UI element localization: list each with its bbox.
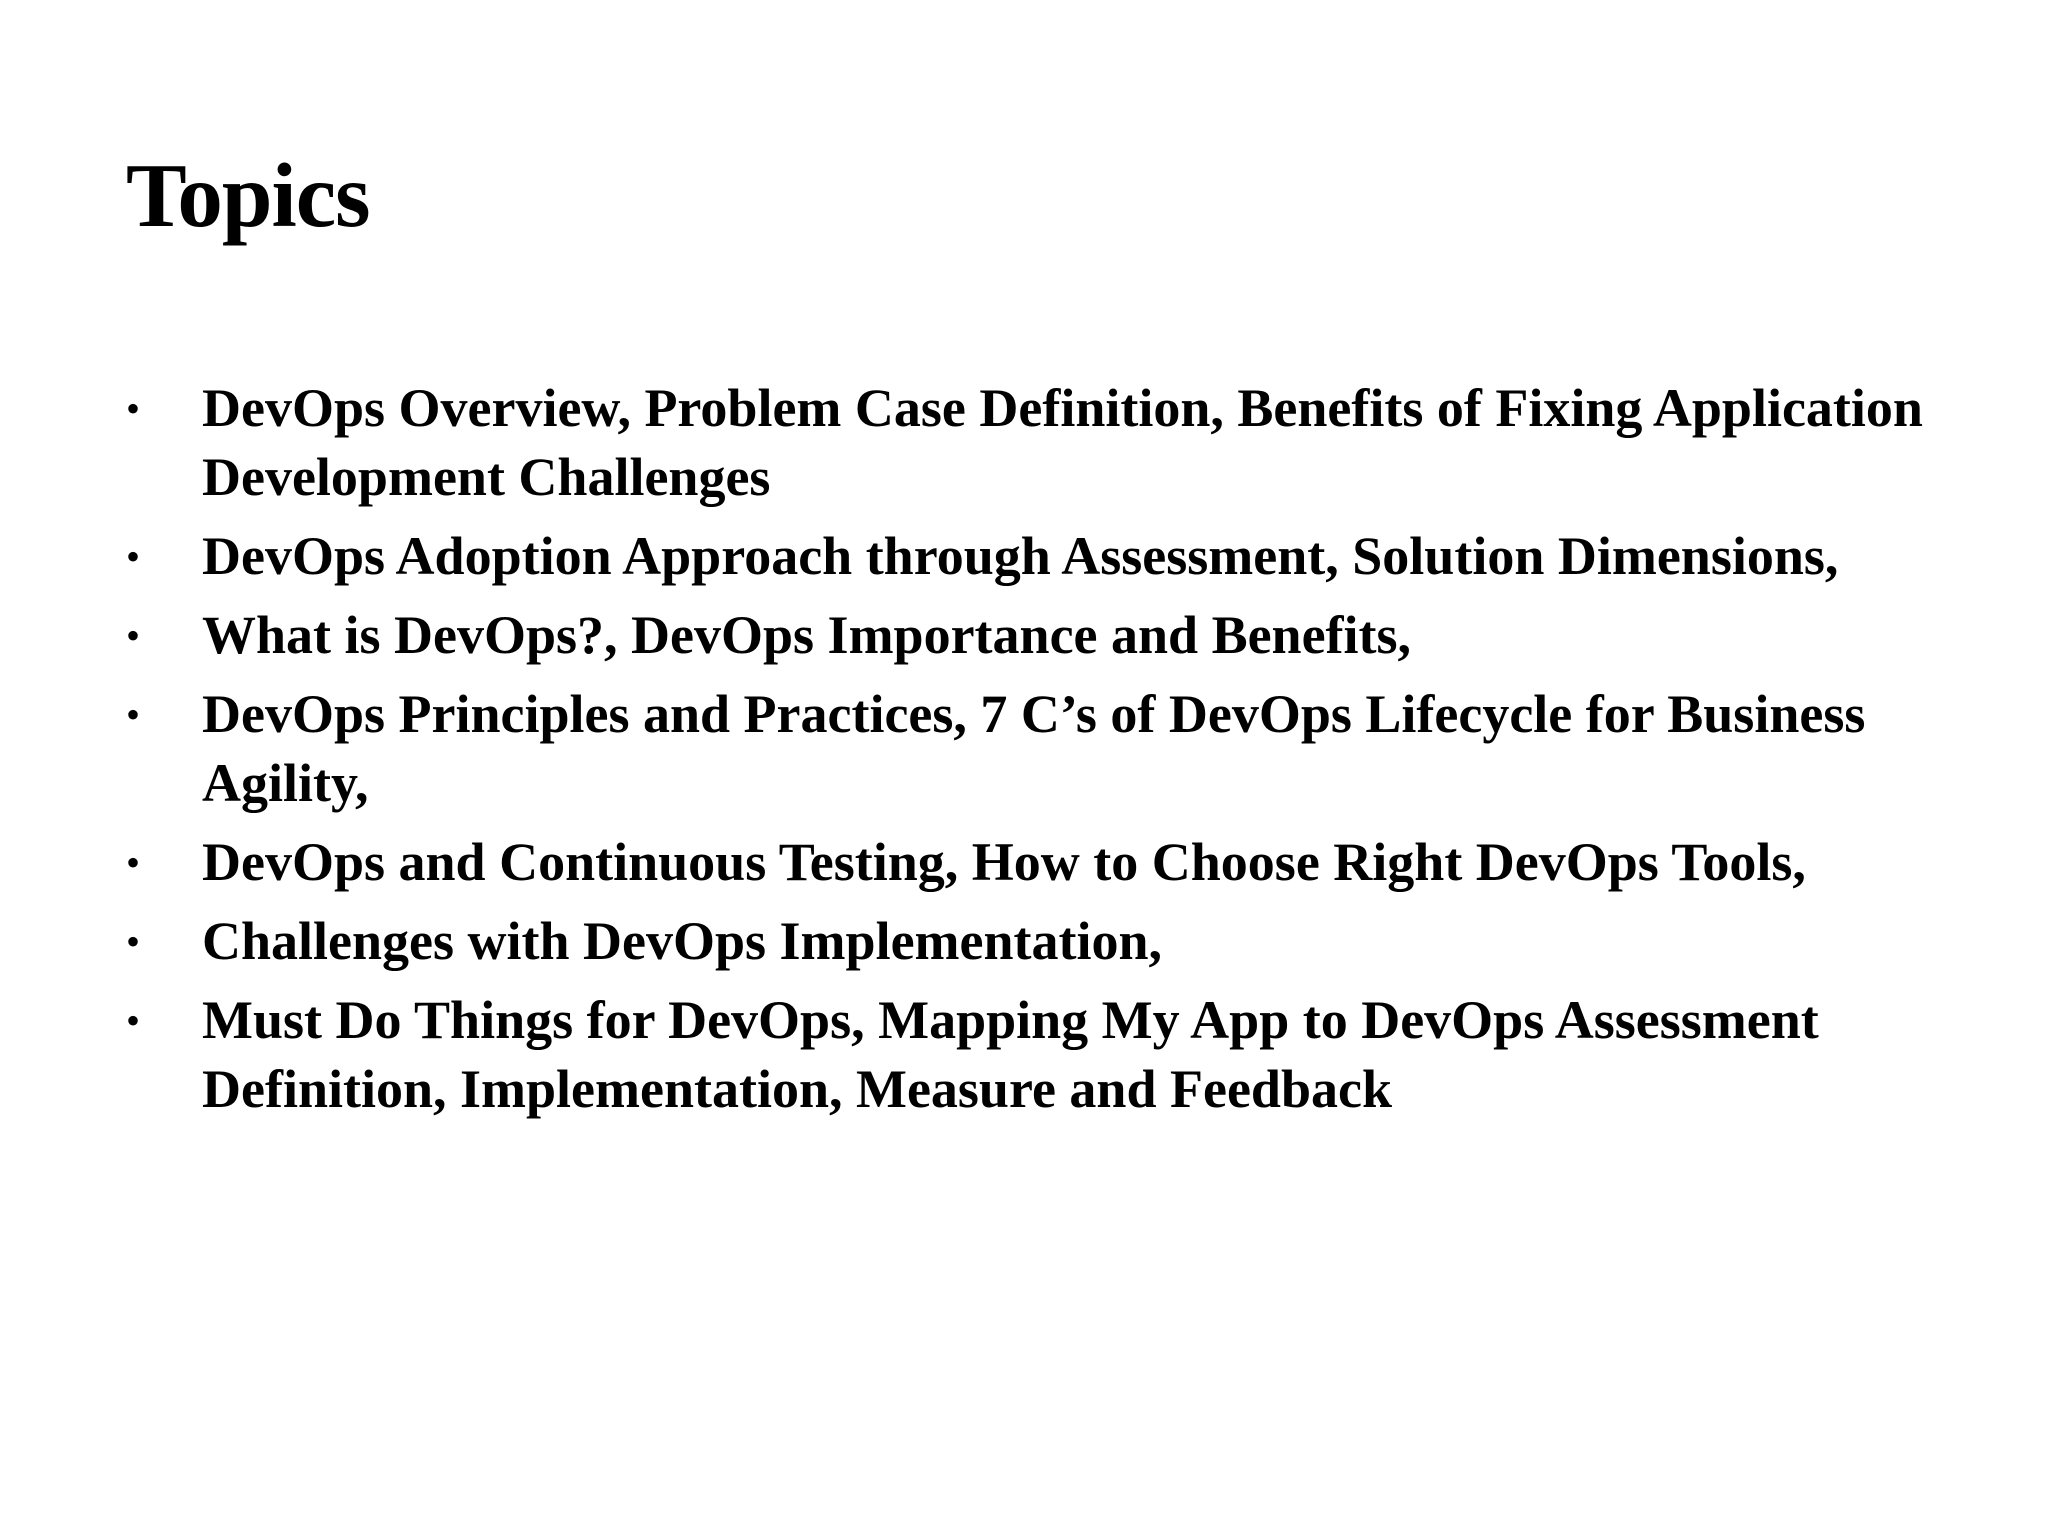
bullet-icon: • (126, 613, 141, 658)
list-item (126, 522, 2006, 591)
topic-text: What is DevOps?, DevOps Importance and Benefits, (202, 605, 1412, 665)
topic-text: DevOps and Continuous Testing, How to Choose Right DevOps Tools, (202, 832, 1806, 892)
list-item (126, 828, 2006, 897)
topic-text: DevOps Principles and Practices, 7 C’s of DevOps Lifecycle for Business Agility, (202, 684, 1866, 813)
list-item (126, 986, 2006, 1124)
bullet-icon: • (126, 998, 141, 1043)
topic-text: Must Do Things for DevOps, Mapping My App to DevOps Assessment Definition, Implementation, Measure and Feedback (202, 990, 1819, 1119)
bullet-icon: • (126, 919, 141, 964)
topic-text: DevOps Adoption Approach through Assessment, Solution Dimensions, (202, 526, 1839, 586)
bullet-icon: • (126, 534, 141, 579)
bullet-icon: • (126, 840, 141, 885)
slide-title: Topics (126, 145, 370, 246)
list-item (126, 374, 2006, 512)
topics-list (126, 374, 2006, 1134)
topic-text: Challenges with DevOps Implementation, (202, 911, 1163, 971)
bullet-icon: • (126, 386, 141, 431)
list-item (126, 907, 2006, 976)
topic-text: DevOps Overview, Problem Case Definition, Benefits of Fixing Application Development Challenges (202, 378, 1923, 507)
bullet-icon: • (126, 692, 141, 737)
list-item (126, 601, 2006, 670)
list-item (126, 680, 2006, 818)
